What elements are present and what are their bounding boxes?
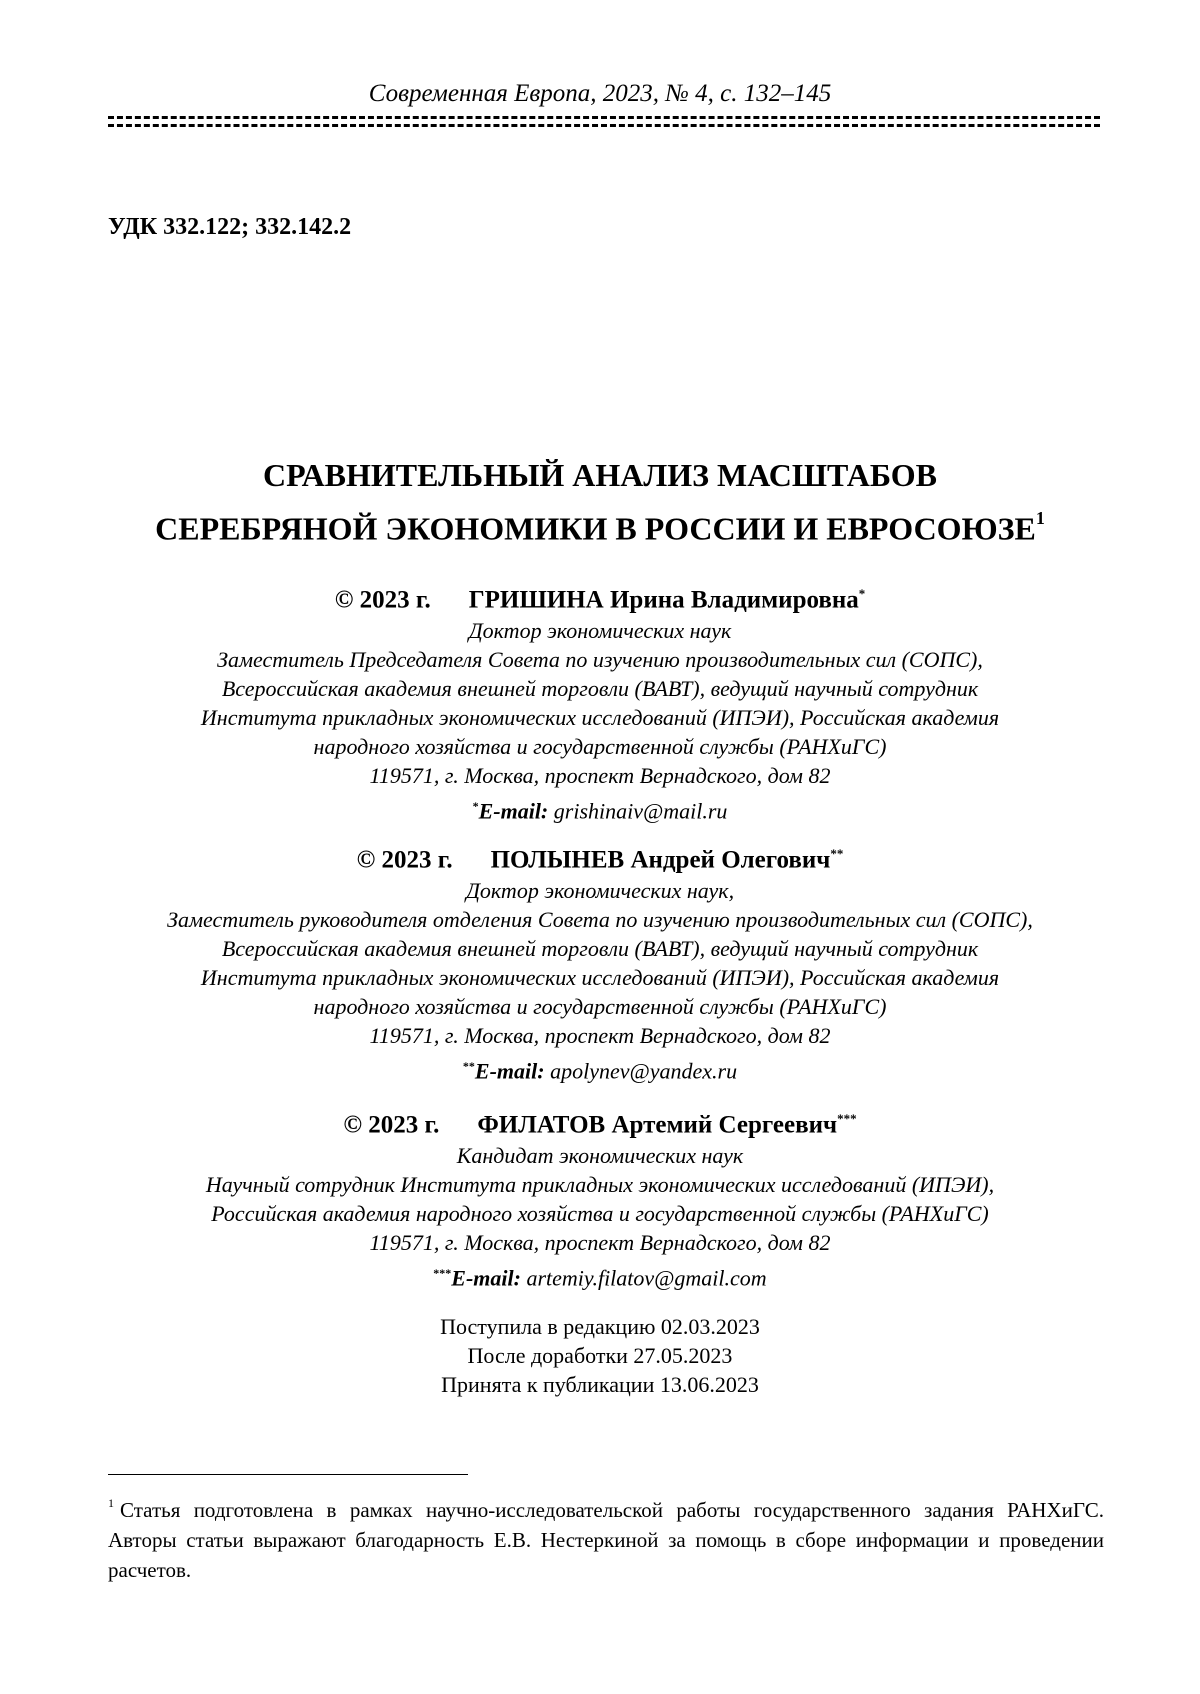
author-affiliation-line: Всероссийская академия внешней торговли (ВАВТ), ведущий научный сотрудник [221, 676, 979, 702]
author-mark: *** [837, 1111, 857, 1126]
title-line-1: СРАВНИТЕЛЬНЫЙ АНАЛИЗ МАСШТАБОВ [263, 457, 937, 493]
author-heading [60, 578, 1140, 616]
author-degree: Доктор экономических наук, [465, 878, 735, 904]
author-degree: Кандидат экономических наук [456, 1143, 744, 1169]
title-footnote-mark: 1 [1035, 508, 1045, 528]
author-block-2 [60, 838, 1140, 1088]
email-mark: ** [462, 1059, 475, 1074]
copyright-year: © 2023 г. [356, 846, 453, 874]
email-mark: * [472, 799, 479, 814]
author-address: 119571, г. Москва, проспект Вернадского, дом 82 [369, 1023, 831, 1049]
email-address[interactable]: grishinaiv@mail.ru [553, 798, 728, 824]
author-name: ПОЛЫНЕВ Андрей Олегович [490, 846, 831, 874]
publication-dates [60, 1312, 1140, 1399]
title-line-2-text: СЕРЕБРЯНОЙ ЭКОНОМИКИ В РОССИИ И ЕВРОСОЮЗЕ [155, 510, 1036, 547]
author-affiliation-line: Заместитель руководителя отделения Совета по изучению производительных сил (СОПС), [167, 907, 1033, 933]
email-label: E-mail: [451, 1265, 521, 1291]
author-address: 119571, г. Москва, проспект Вернадского, дом 82 [369, 1230, 831, 1256]
author-affiliation-line: Заместитель Председателя Совета по изучению производительных сил (СОПС), [217, 647, 983, 673]
footnote [108, 1490, 1104, 1585]
author-degree: Доктор экономических наук [468, 618, 732, 644]
footnote-text: Статья подготовлена в рамках научно-исследовательской работы государственного задания РАНХиГС. Авторы статьи выражают благодарность Е.В. Нестеркиной за помощь в сборе информации и проведении расчетов. [108, 1498, 1104, 1582]
author-email-line [60, 1257, 1140, 1294]
author-affiliation-line: народного хозяйства и государственной службы (РАНХиГС) [313, 734, 887, 760]
author-heading [60, 838, 1140, 876]
copyright-year: © 2023 г. [334, 586, 431, 614]
email-mark: *** [433, 1266, 452, 1281]
author-block-3 [60, 1103, 1140, 1295]
footnote-separator [108, 1474, 468, 1475]
author-email-line [60, 790, 1140, 827]
email-label: E-mail: [474, 1058, 545, 1084]
author-name: ФИЛАТОВ Артемий Сергеевич [477, 1111, 838, 1139]
author-name: ГРИШИНА Ирина Владимировна [468, 586, 859, 614]
author-affiliation-line: Института прикладных экономических исследований (ИПЭИ), Российская академия [200, 705, 1000, 731]
title-line-2 [60, 499, 1140, 553]
author-heading [60, 1103, 1140, 1141]
author-email-line [60, 1050, 1140, 1087]
email-address[interactable]: artemiy.filatov@gmail.com [526, 1265, 767, 1291]
journal-citation: Современная Европа, 2023, № 4, с. 132–145 [368, 80, 832, 107]
udk-code: УДК 332.122; 332.142.2 [108, 214, 352, 240]
date-revised: После доработки 27.05.2023 [467, 1343, 733, 1368]
author-mark: ** [830, 846, 844, 861]
author-address: 119571, г. Москва, проспект Вернадского, дом 82 [369, 763, 831, 789]
header-double-rule [108, 116, 1100, 127]
author-affiliation-line: Российская академия народного хозяйства и государственной службы (РАНХиГС) [211, 1201, 989, 1227]
author-affiliation-line: Всероссийская академия внешней торговли (ВАВТ), ведущий научный сотрудник [221, 936, 979, 962]
email-address[interactable]: apolynev@yandex.ru [550, 1058, 738, 1084]
author-block-1 [60, 578, 1140, 828]
author-affiliation-line: Научный сотрудник Института прикладных экономических исследований (ИПЭИ), [205, 1172, 995, 1198]
date-received: Поступила в редакцию 02.03.2023 [440, 1314, 760, 1339]
author-mark: * [858, 586, 866, 601]
email-label: E-mail: [478, 798, 549, 824]
copyright-year: © 2023 г. [343, 1111, 440, 1139]
author-affiliation-line: народного хозяйства и государственной службы (РАНХиГС) [313, 994, 887, 1020]
author-affiliation-line: Института прикладных экономических исследований (ИПЭИ), Российская академия [200, 965, 1000, 991]
article-title [60, 452, 1140, 553]
date-accepted: Принята к публикации 13.06.2023 [441, 1372, 759, 1397]
footnote-mark: 1 [108, 1496, 114, 1510]
